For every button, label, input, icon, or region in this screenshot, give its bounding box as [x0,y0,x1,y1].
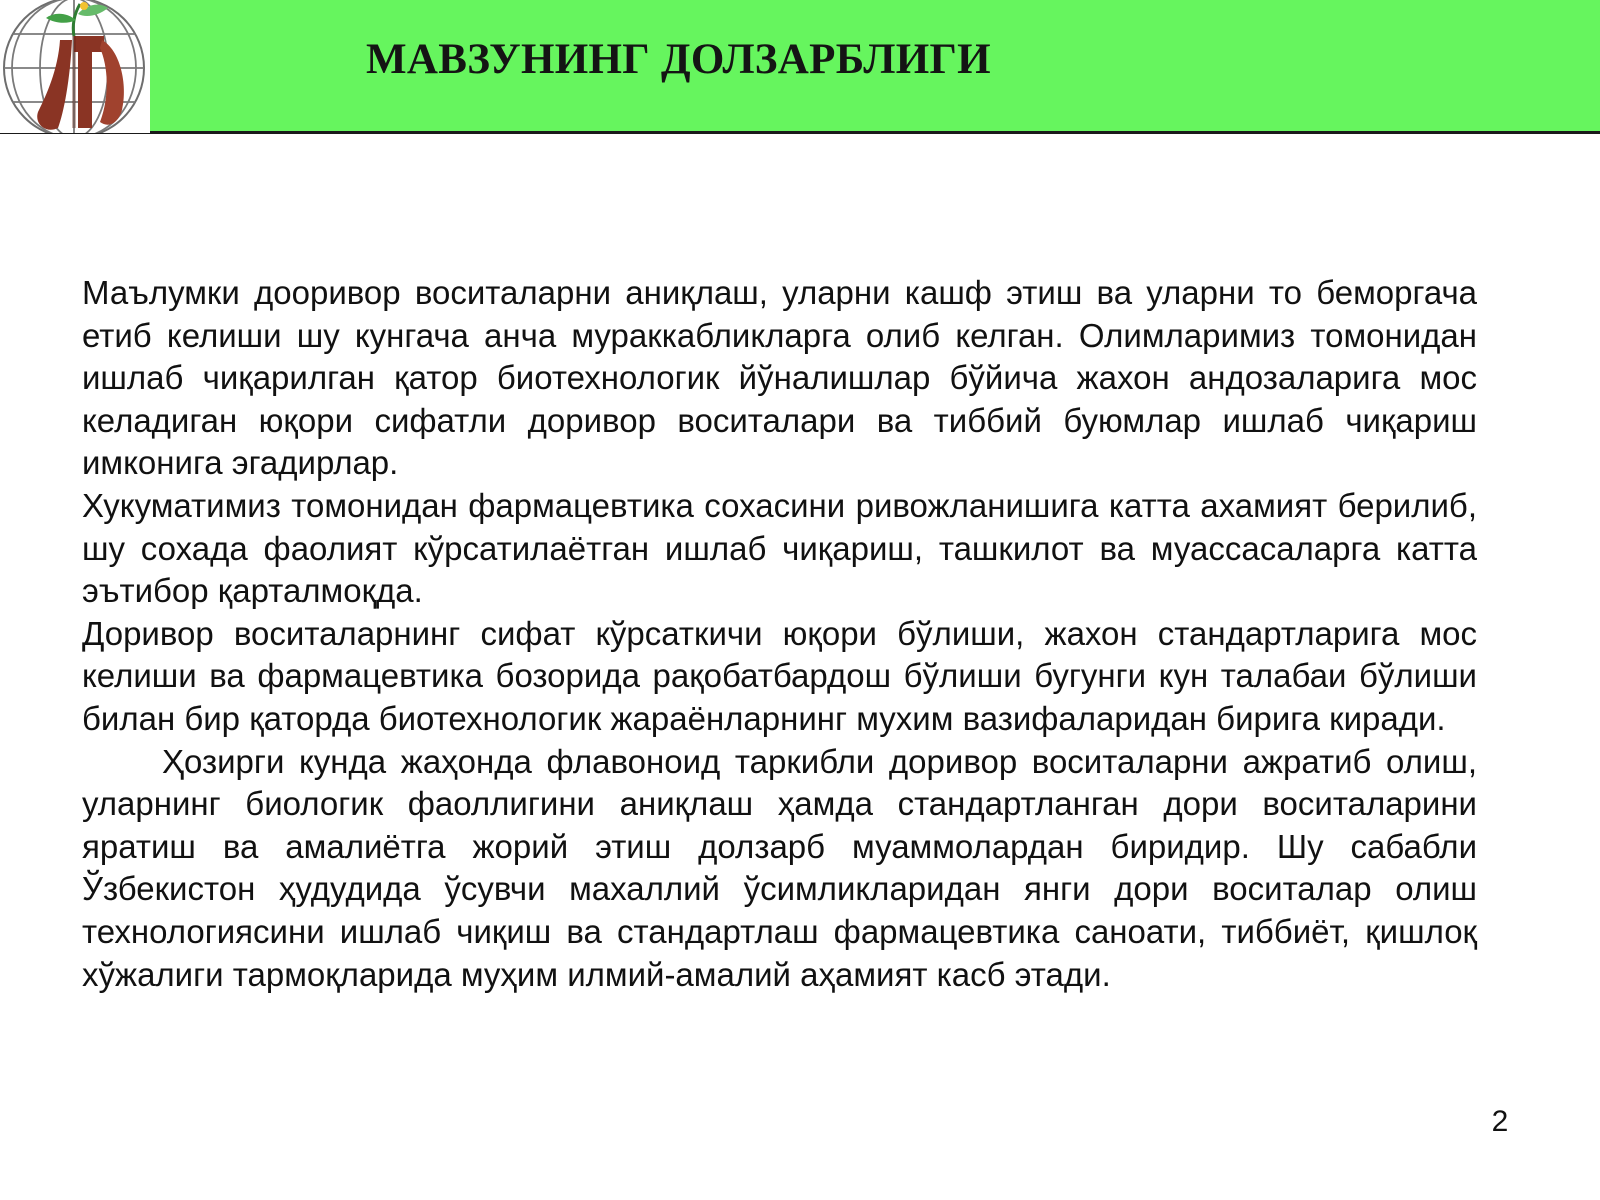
slide-title: МАВЗУНИНГ ДОЛЗАРБЛИГИ [366,36,991,83]
body-paragraph: Маълумки дооривор воситаларни аниқлаш, уларни кашф этиш ва уларни то беморгача етиб келиши шу кунгача анча мураккабликларга олиб келган. Олимларимиз томонидан ишлаб чиқарилган қатор биотехнологик йўналишлар бўйича жахон андозаларига мос келадиган юқори сифатли доривор воситалари ва тиббий буюмлар ишлаб чиқариш имконига эгадирлар. [82,274,1477,482]
body-paragraph: Доривор воситаларнинг сифат кўрсаткичи юқори бўлиши, жахон стандартларига мос келиши ва фармацевтика бозорида рақобатбардош бўлиши бугунги кун талабаи бўлиши билан бир қаторда биотехнологик жараёнларнинг мухим вазифаларидан бирига киради. [82,614,1477,737]
logo [0,0,150,133]
body-paragraph: Ҳозирги кунда жаҳонда флавоноид таркибли доривор воситаларни ажратиб олиш, уларнинг биологик фаоллигини аниқлаш ҳамда стандартланган дори воситаларини яратиш ва амалиётга жорий этиш долзарб муаммолардан биридир. Шу сабабли Ўзбекистон ҳудудида ўсувчи махаллий ўсимликларидан янги дори воситалар олиш технологиясини ишлаб чиқиш ва стандартлаш фармацевтика саноати, тиббиёт, қишлоқ хўжалиги тармоқларида муҳим илмий-амалий аҳамият касб этади. [82,742,1477,993]
header-divider [0,131,1600,134]
body-paragraph: Хукуматимиз томонидан фармацевтика сохасини ривожланишига катта ахамият берилиб, шу сохада фаолият кўрсатилаётган ишлаб чиқариш, ташкилот ва муассасаларга катта эътибор қарталмоқда. [82,486,1477,610]
globe-plant-logo-icon [0,0,150,133]
body-text [82,272,1477,996]
page-number: 2 [1491,1105,1509,1138]
